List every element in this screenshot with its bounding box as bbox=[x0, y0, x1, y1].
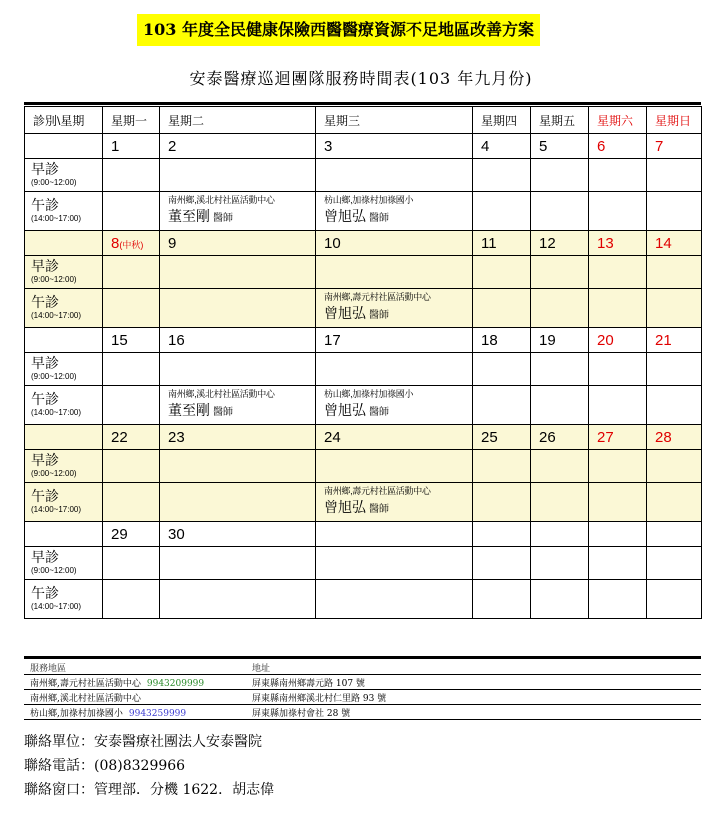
date-cell: 4 bbox=[473, 134, 531, 159]
date-cell: 16 bbox=[160, 328, 316, 353]
date-cell bbox=[473, 522, 531, 547]
doctor bbox=[324, 498, 472, 519]
session-time: (14:00~17:00) bbox=[31, 214, 82, 223]
session-name: 午診 bbox=[31, 197, 59, 213]
column-header: 星期四 bbox=[473, 107, 531, 134]
divider bbox=[24, 102, 701, 105]
schedule-cell bbox=[160, 450, 316, 483]
schedule-cell bbox=[160, 256, 316, 289]
date-cell: 26 bbox=[531, 425, 589, 450]
page-title: 安泰醫療巡迴團隊服務時間表(103 年九月份) bbox=[189, 69, 533, 88]
session-label bbox=[25, 483, 103, 522]
date-cell: 30 bbox=[160, 522, 316, 547]
schedule-cell bbox=[316, 192, 473, 231]
schedule-cell bbox=[316, 580, 473, 619]
session-label bbox=[25, 256, 103, 289]
schedule-cell bbox=[531, 289, 589, 328]
schedule-cell bbox=[103, 386, 160, 425]
date-cell: 29 bbox=[103, 522, 160, 547]
doctor-name: 曾旭弘 bbox=[324, 305, 366, 321]
schedule-cell bbox=[103, 450, 160, 483]
date-cell bbox=[316, 522, 473, 547]
session-name: 午診 bbox=[31, 391, 59, 407]
schedule-cell bbox=[473, 192, 531, 231]
afternoon-row bbox=[25, 483, 702, 522]
session-time: (14:00~17:00) bbox=[31, 408, 82, 417]
contact-unit: 聯絡單位：安泰醫療社團法人安泰醫院 bbox=[24, 734, 262, 750]
schedule-cell bbox=[589, 289, 647, 328]
header-row bbox=[25, 107, 702, 134]
schedule-cell bbox=[647, 353, 702, 386]
session-time: (14:00~17:00) bbox=[31, 602, 82, 611]
date-cell: 13 bbox=[589, 231, 647, 256]
column-header: 星期一 bbox=[103, 107, 160, 134]
session-label bbox=[25, 580, 103, 619]
column-header: 服務地區 bbox=[24, 660, 246, 675]
schedule-cell bbox=[316, 547, 473, 580]
session-label bbox=[25, 289, 103, 328]
morning-row bbox=[25, 256, 702, 289]
date-cell bbox=[589, 522, 647, 547]
schedule-cell bbox=[589, 483, 647, 522]
schedule-cell bbox=[160, 159, 316, 192]
doctor bbox=[324, 401, 472, 422]
schedule-cell bbox=[589, 159, 647, 192]
clinic-venue: 南州鄉,溪北村社區活動中心 bbox=[168, 389, 275, 399]
schedule-cell bbox=[647, 159, 702, 192]
doctor-title: 醫師 bbox=[369, 310, 389, 321]
clinic-venue: 南州鄉,壽元村社區活動中心 bbox=[324, 486, 431, 496]
schedule-cell bbox=[316, 159, 473, 192]
schedule-cell bbox=[473, 450, 531, 483]
schedule-cell bbox=[647, 386, 702, 425]
doctor-title: 醫師 bbox=[369, 213, 389, 224]
schedule-cell bbox=[103, 353, 160, 386]
schedule-cell bbox=[473, 483, 531, 522]
schedule-cell bbox=[531, 580, 589, 619]
schedule-cell bbox=[473, 353, 531, 386]
date-cell: 27 bbox=[589, 425, 647, 450]
doctor bbox=[324, 207, 472, 228]
session-label bbox=[25, 547, 103, 580]
schedule-cell bbox=[103, 289, 160, 328]
schedule-cell bbox=[647, 192, 702, 231]
schedule-cell bbox=[647, 547, 702, 580]
schedule-cell bbox=[531, 483, 589, 522]
date-cell: 3 bbox=[316, 134, 473, 159]
location-area bbox=[24, 705, 246, 720]
schedule-cell bbox=[589, 192, 647, 231]
morning-row bbox=[25, 159, 702, 192]
schedule-cell bbox=[531, 192, 589, 231]
holiday-label: (中秋) bbox=[119, 239, 144, 250]
contact-phone: 聯絡電話：(08)8329966 bbox=[24, 758, 186, 774]
clinic-venue: 南州鄉,溪北村社區活動中心 bbox=[168, 195, 275, 205]
doctor bbox=[168, 207, 315, 228]
clinic-venue: 枋山鄉,加祿村加祿國小 bbox=[324, 195, 414, 205]
date-cell: 14 bbox=[647, 231, 702, 256]
date-cell: 11 bbox=[473, 231, 531, 256]
date-cell: 15 bbox=[103, 328, 160, 353]
session-time: (9:00~12:00) bbox=[31, 275, 77, 284]
date-cell: 18 bbox=[473, 328, 531, 353]
session-time: (14:00~17:00) bbox=[31, 505, 82, 514]
schedule-cell bbox=[531, 547, 589, 580]
session-name: 午診 bbox=[31, 488, 59, 504]
session-label bbox=[25, 386, 103, 425]
morning-row bbox=[25, 547, 702, 580]
schedule-cell bbox=[160, 483, 316, 522]
schedule-cell bbox=[103, 547, 160, 580]
session-time: (9:00~12:00) bbox=[31, 566, 77, 575]
morning-row bbox=[25, 450, 702, 483]
schedule-cell bbox=[531, 386, 589, 425]
afternoon-row bbox=[25, 386, 702, 425]
schedule-cell bbox=[531, 450, 589, 483]
location-row bbox=[24, 690, 701, 705]
schedule-cell bbox=[103, 192, 160, 231]
schedule-cell bbox=[103, 159, 160, 192]
schedule-cell bbox=[316, 289, 473, 328]
schedule-cell bbox=[160, 386, 316, 425]
schedule-cell bbox=[647, 289, 702, 328]
column-header: 星期二 bbox=[160, 107, 316, 134]
schedule-cell bbox=[473, 386, 531, 425]
locations-header-row bbox=[24, 660, 701, 675]
date-cell: 10 bbox=[316, 231, 473, 256]
doctor-name: 曾旭弘 bbox=[324, 402, 366, 418]
schedule-cell bbox=[316, 483, 473, 522]
schedule-cell bbox=[589, 256, 647, 289]
column-header: 星期五 bbox=[531, 107, 589, 134]
session-name: 早診 bbox=[31, 355, 59, 371]
empty-cell bbox=[25, 425, 103, 450]
schedule-cell bbox=[647, 580, 702, 619]
date-row bbox=[25, 231, 702, 256]
date-cell: 25 bbox=[473, 425, 531, 450]
session-time: (9:00~12:00) bbox=[31, 372, 77, 381]
schedule-cell bbox=[160, 289, 316, 328]
schedule-cell bbox=[316, 256, 473, 289]
column-header: 診別\星期 bbox=[25, 107, 103, 134]
date-cell: 24 bbox=[316, 425, 473, 450]
session-label bbox=[25, 159, 103, 192]
location-row bbox=[24, 705, 701, 720]
clinic-venue: 南州鄉,壽元村社區活動中心 bbox=[324, 292, 431, 302]
session-label bbox=[25, 450, 103, 483]
locations-table bbox=[24, 660, 701, 720]
schedule-cell bbox=[647, 450, 702, 483]
session-name: 早診 bbox=[31, 161, 59, 177]
area-phone: 9943259999 bbox=[128, 708, 187, 719]
date-row bbox=[25, 522, 702, 547]
session-name: 早診 bbox=[31, 549, 59, 565]
schedule-cell bbox=[647, 256, 702, 289]
schedule-cell bbox=[531, 256, 589, 289]
date-cell: 19 bbox=[531, 328, 589, 353]
session-name: 午診 bbox=[31, 585, 59, 601]
schedule-cell bbox=[531, 353, 589, 386]
empty-cell bbox=[25, 231, 103, 256]
schedule-cell bbox=[589, 353, 647, 386]
date-cell: 21 bbox=[647, 328, 702, 353]
date-cell: 12 bbox=[531, 231, 589, 256]
location-address: 屏東縣南州鄉溪北村仁里路 93 號 bbox=[246, 690, 701, 705]
location-area bbox=[24, 675, 246, 690]
date-cell: 9 bbox=[160, 231, 316, 256]
schedule-cell bbox=[473, 580, 531, 619]
session-label bbox=[25, 353, 103, 386]
date-cell: 23 bbox=[160, 425, 316, 450]
empty-cell bbox=[25, 522, 103, 547]
empty-cell bbox=[25, 328, 103, 353]
doctor-name: 曾旭弘 bbox=[324, 208, 366, 224]
date-cell: 7 bbox=[647, 134, 702, 159]
date-cell: 6 bbox=[589, 134, 647, 159]
doctor bbox=[168, 401, 315, 422]
session-name: 早診 bbox=[31, 452, 59, 468]
afternoon-row bbox=[25, 580, 702, 619]
date-cell: 20 bbox=[589, 328, 647, 353]
divider bbox=[24, 656, 701, 659]
schedule-cell bbox=[647, 483, 702, 522]
schedule-cell bbox=[589, 386, 647, 425]
location-address: 屏東縣南州鄉壽元路 107 號 bbox=[246, 675, 701, 690]
schedule-cell bbox=[103, 256, 160, 289]
doctor-title: 醫師 bbox=[369, 504, 389, 515]
schedule-cell bbox=[473, 159, 531, 192]
session-name: 早診 bbox=[31, 258, 59, 274]
morning-row bbox=[25, 353, 702, 386]
schedule-cell bbox=[473, 289, 531, 328]
session-time: (9:00~12:00) bbox=[31, 469, 77, 478]
schedule-cell bbox=[160, 580, 316, 619]
date-row bbox=[25, 328, 702, 353]
date-cell: 17 bbox=[316, 328, 473, 353]
doctor-name: 董至剛 bbox=[168, 402, 210, 418]
location-area bbox=[24, 690, 246, 705]
doctor-title: 醫師 bbox=[369, 407, 389, 418]
schedule-cell bbox=[589, 547, 647, 580]
schedule-cell bbox=[589, 580, 647, 619]
afternoon-row bbox=[25, 192, 702, 231]
schedule-cell bbox=[160, 547, 316, 580]
schedule-cell bbox=[473, 547, 531, 580]
date-row bbox=[25, 134, 702, 159]
area-phone: 9943209999 bbox=[146, 678, 205, 689]
column-header: 星期日 bbox=[647, 107, 702, 134]
schedule-cell bbox=[531, 159, 589, 192]
date-cell: 2 bbox=[160, 134, 316, 159]
schedule-cell bbox=[160, 192, 316, 231]
schedule-cell bbox=[589, 450, 647, 483]
date-cell: 28 bbox=[647, 425, 702, 450]
column-header: 星期六 bbox=[589, 107, 647, 134]
doctor-title: 醫師 bbox=[213, 407, 233, 418]
schedule-cell bbox=[316, 386, 473, 425]
date-cell bbox=[647, 522, 702, 547]
location-address: 屏東縣加祿村會社 28 號 bbox=[246, 705, 701, 720]
clinic-venue: 枋山鄉,加祿村加祿國小 bbox=[324, 389, 414, 399]
page-banner: 103 年度全民健康保險西醫醫療資源不足地區改善方案 bbox=[137, 14, 540, 46]
empty-cell bbox=[25, 134, 103, 159]
area-name: 南州鄉,壽元村社區活動中心 bbox=[30, 678, 141, 689]
session-name: 午診 bbox=[31, 294, 59, 310]
date-cell: 22 bbox=[103, 425, 160, 450]
date-cell bbox=[531, 522, 589, 547]
date-cell: 1 bbox=[103, 134, 160, 159]
date-cell: 5 bbox=[531, 134, 589, 159]
date-row bbox=[25, 425, 702, 450]
contact-window: 聯絡窗口：管理部．分機 1622．胡志偉 bbox=[24, 782, 275, 798]
column-header: 星期三 bbox=[316, 107, 473, 134]
doctor-name: 董至剛 bbox=[168, 208, 210, 224]
schedule-table bbox=[24, 106, 702, 619]
schedule-cell bbox=[316, 353, 473, 386]
location-row bbox=[24, 675, 701, 690]
date-cell bbox=[103, 231, 160, 256]
area-name: 枋山鄉,加祿村加祿國小 bbox=[30, 708, 123, 719]
area-name: 南州鄉,溪北村社區活動中心 bbox=[30, 693, 141, 704]
schedule-cell bbox=[160, 353, 316, 386]
schedule-cell bbox=[103, 580, 160, 619]
afternoon-row bbox=[25, 289, 702, 328]
date-number: 8 bbox=[111, 234, 120, 252]
schedule-cell bbox=[103, 483, 160, 522]
schedule-cell bbox=[316, 450, 473, 483]
schedule-cell bbox=[473, 256, 531, 289]
session-time: (9:00~12:00) bbox=[31, 178, 77, 187]
column-header: 地址 bbox=[246, 660, 701, 675]
doctor-title: 醫師 bbox=[213, 213, 233, 224]
doctor-name: 曾旭弘 bbox=[324, 499, 366, 515]
doctor bbox=[324, 304, 472, 325]
session-label bbox=[25, 192, 103, 231]
session-time: (14:00~17:00) bbox=[31, 311, 82, 320]
